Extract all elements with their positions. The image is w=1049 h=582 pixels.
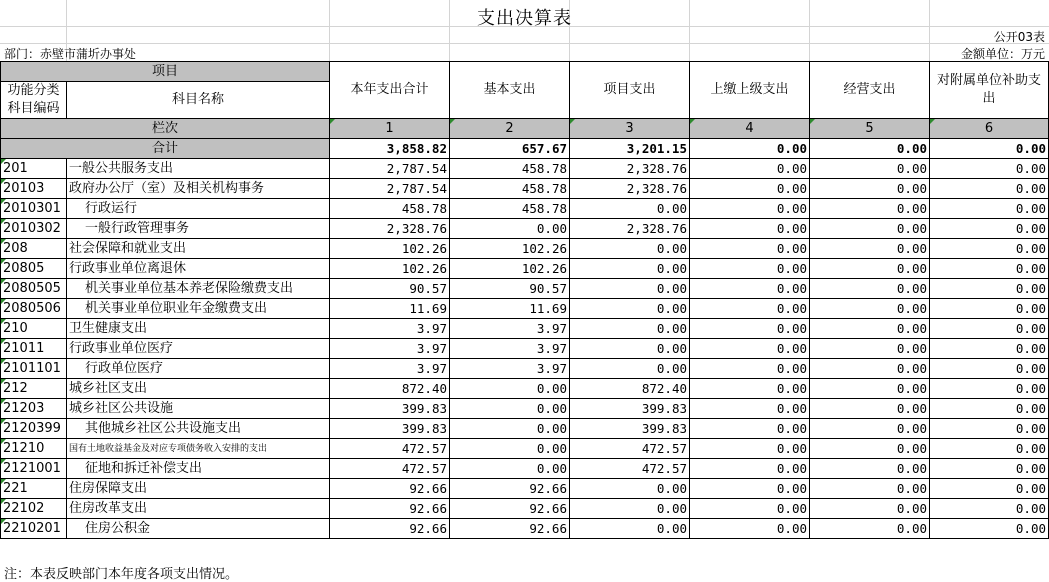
row-value: 458.78 bbox=[450, 199, 570, 219]
row-value: 2,787.54 bbox=[330, 159, 450, 179]
table-row bbox=[1, 439, 1049, 459]
table-row bbox=[1, 299, 1049, 319]
row-value: 0.00 bbox=[810, 519, 930, 539]
row-value: 3.97 bbox=[330, 319, 450, 339]
row-value: 0.00 bbox=[690, 239, 810, 259]
row-code: 2121001 bbox=[1, 459, 67, 479]
row-value: 0.00 bbox=[690, 479, 810, 499]
table-row bbox=[1, 239, 1049, 259]
row-value: 0.00 bbox=[690, 459, 810, 479]
row-value: 0.00 bbox=[810, 339, 930, 359]
row-value: 0.00 bbox=[810, 459, 930, 479]
row-value: 0.00 bbox=[810, 179, 930, 199]
row-value: 0.00 bbox=[930, 399, 1049, 419]
row-value: 0.00 bbox=[930, 279, 1049, 299]
row-value: 0.00 bbox=[930, 219, 1049, 239]
row-value: 102.26 bbox=[330, 259, 450, 279]
row-name: 行政运行 bbox=[67, 199, 330, 219]
row-value: 0.00 bbox=[690, 259, 810, 279]
total-value: 0.00 bbox=[930, 139, 1049, 159]
row-value: 92.66 bbox=[450, 499, 570, 519]
header-project: 项目支出 bbox=[570, 62, 690, 119]
row-value: 0.00 bbox=[690, 299, 810, 319]
row-name: 行政单位医疗 bbox=[67, 359, 330, 379]
header-row-top bbox=[1, 62, 1049, 82]
row-value: 0.00 bbox=[570, 279, 690, 299]
table-row bbox=[1, 459, 1049, 479]
row-value: 0.00 bbox=[570, 259, 690, 279]
total-value: 0.00 bbox=[690, 139, 810, 159]
row-name: 征地和拆迁补偿支出 bbox=[67, 459, 330, 479]
page-title: 支出决算表 bbox=[477, 8, 572, 29]
row-value: 92.66 bbox=[330, 499, 450, 519]
row-name: 政府办公厅（室）及相关机构事务 bbox=[67, 179, 330, 199]
row-value: 458.78 bbox=[330, 199, 450, 219]
row-name: 国有土地收益基金及对应专项债务收入安排的支出 bbox=[67, 439, 330, 459]
row-value: 0.00 bbox=[810, 239, 930, 259]
table-note: 注：本表反映部门本年度各项支出情况。 bbox=[4, 567, 239, 582]
row-name: 住房保障支出 bbox=[67, 479, 330, 499]
row-name: 其他城乡社区公共设施支出 bbox=[67, 419, 330, 439]
row-value: 2,328.76 bbox=[570, 159, 690, 179]
column-number: 6 bbox=[930, 119, 1049, 139]
column-number: 3 bbox=[570, 119, 690, 139]
total-value: 657.67 bbox=[450, 139, 570, 159]
row-value: 0.00 bbox=[810, 399, 930, 419]
row-value: 0.00 bbox=[450, 459, 570, 479]
table-row bbox=[1, 319, 1049, 339]
row-code: 221 bbox=[1, 479, 67, 499]
row-value: 872.40 bbox=[330, 379, 450, 399]
row-code: 2101101 bbox=[1, 359, 67, 379]
row-name: 社会保障和就业支出 bbox=[67, 239, 330, 259]
row-value: 0.00 bbox=[690, 359, 810, 379]
row-value: 0.00 bbox=[450, 379, 570, 399]
header-basic: 基本支出 bbox=[450, 62, 570, 119]
row-name: 一般公共服务支出 bbox=[67, 159, 330, 179]
row-value: 0.00 bbox=[930, 259, 1049, 279]
row-name: 行政事业单位医疗 bbox=[67, 339, 330, 359]
header-func-code: 功能分类科目编码 bbox=[1, 82, 67, 119]
row-value: 0.00 bbox=[930, 459, 1049, 479]
row-value: 399.83 bbox=[330, 399, 450, 419]
row-value: 0.00 bbox=[930, 499, 1049, 519]
row-value: 0.00 bbox=[690, 199, 810, 219]
row-code: 212 bbox=[1, 379, 67, 399]
total-value: 0.00 bbox=[810, 139, 930, 159]
row-value: 0.00 bbox=[690, 339, 810, 359]
row-value: 0.00 bbox=[690, 319, 810, 339]
row-value: 0.00 bbox=[570, 239, 690, 259]
unit-label: 金额单位：万元 bbox=[960, 47, 1045, 61]
row-value: 0.00 bbox=[450, 219, 570, 239]
header-business: 经营支出 bbox=[810, 62, 930, 119]
row-code: 20103 bbox=[1, 179, 67, 199]
header-item: 项目 bbox=[1, 62, 330, 82]
total-value: 3,201.15 bbox=[570, 139, 690, 159]
row-code: 20805 bbox=[1, 259, 67, 279]
header-upper: 上缴上级支出 bbox=[690, 62, 810, 119]
row-value: 0.00 bbox=[690, 179, 810, 199]
row-value: 92.66 bbox=[450, 479, 570, 499]
row-value: 0.00 bbox=[690, 219, 810, 239]
table-row bbox=[1, 259, 1049, 279]
row-value: 0.00 bbox=[570, 359, 690, 379]
column-number-label: 栏次 bbox=[1, 119, 330, 139]
row-value: 399.83 bbox=[570, 419, 690, 439]
row-value: 472.57 bbox=[330, 439, 450, 459]
table-row bbox=[1, 359, 1049, 379]
row-value: 90.57 bbox=[330, 279, 450, 299]
row-name: 机关事业单位职业年金缴费支出 bbox=[67, 299, 330, 319]
row-value: 3.97 bbox=[330, 339, 450, 359]
row-value: 0.00 bbox=[450, 419, 570, 439]
table-row bbox=[1, 519, 1049, 539]
row-value: 0.00 bbox=[810, 259, 930, 279]
table-row bbox=[1, 379, 1049, 399]
table-row bbox=[1, 279, 1049, 299]
row-value: 0.00 bbox=[690, 499, 810, 519]
row-value: 92.66 bbox=[450, 519, 570, 539]
row-value: 0.00 bbox=[450, 439, 570, 459]
row-value: 0.00 bbox=[570, 519, 690, 539]
row-value: 0.00 bbox=[570, 339, 690, 359]
table-row bbox=[1, 219, 1049, 239]
row-code: 2080505 bbox=[1, 279, 67, 299]
row-value: 0.00 bbox=[810, 279, 930, 299]
table-row bbox=[1, 479, 1049, 499]
row-code: 21011 bbox=[1, 339, 67, 359]
row-code: 21210 bbox=[1, 439, 67, 459]
row-value: 0.00 bbox=[570, 319, 690, 339]
row-value: 2,328.76 bbox=[570, 179, 690, 199]
row-value: 102.26 bbox=[450, 259, 570, 279]
row-name: 卫生健康支出 bbox=[67, 319, 330, 339]
row-value: 0.00 bbox=[930, 159, 1049, 179]
row-name: 城乡社区支出 bbox=[67, 379, 330, 399]
table-row bbox=[1, 179, 1049, 199]
row-value: 399.83 bbox=[330, 419, 450, 439]
header-subsidiary: 对附属单位补助支出 bbox=[930, 62, 1049, 119]
department-label: 部门：赤壁市蒲圻办事处 bbox=[4, 47, 137, 61]
row-value: 0.00 bbox=[810, 219, 930, 239]
row-value: 0.00 bbox=[930, 479, 1049, 499]
table-row bbox=[1, 419, 1049, 439]
row-code: 210 bbox=[1, 319, 67, 339]
row-code: 2080506 bbox=[1, 299, 67, 319]
column-number: 2 bbox=[450, 119, 570, 139]
row-value: 0.00 bbox=[930, 179, 1049, 199]
row-value: 0.00 bbox=[570, 479, 690, 499]
row-value: 0.00 bbox=[930, 359, 1049, 379]
form-code: 公开03表 bbox=[993, 30, 1045, 44]
row-value: 92.66 bbox=[330, 479, 450, 499]
row-value: 399.83 bbox=[570, 399, 690, 419]
row-value: 0.00 bbox=[690, 439, 810, 459]
row-value: 0.00 bbox=[930, 299, 1049, 319]
row-name: 一般行政管理事务 bbox=[67, 219, 330, 239]
row-value: 11.69 bbox=[330, 299, 450, 319]
total-value: 3,858.82 bbox=[330, 139, 450, 159]
row-value: 0.00 bbox=[930, 439, 1049, 459]
row-value: 0.00 bbox=[810, 299, 930, 319]
row-value: 3.97 bbox=[450, 359, 570, 379]
header-total: 本年支出合计 bbox=[330, 62, 450, 119]
row-value: 0.00 bbox=[810, 319, 930, 339]
row-name: 住房公积金 bbox=[67, 519, 330, 539]
row-value: 0.00 bbox=[930, 379, 1049, 399]
row-value: 0.00 bbox=[690, 419, 810, 439]
row-value: 0.00 bbox=[810, 159, 930, 179]
row-code: 208 bbox=[1, 239, 67, 259]
row-name: 住房改革支出 bbox=[67, 499, 330, 519]
row-value: 3.97 bbox=[450, 339, 570, 359]
row-value: 0.00 bbox=[570, 299, 690, 319]
row-value: 0.00 bbox=[690, 379, 810, 399]
row-code: 2010302 bbox=[1, 219, 67, 239]
row-value: 2,328.76 bbox=[330, 219, 450, 239]
row-code: 21203 bbox=[1, 399, 67, 419]
table-row bbox=[1, 159, 1049, 179]
row-name: 城乡社区公共设施 bbox=[67, 399, 330, 419]
row-value: 92.66 bbox=[330, 519, 450, 539]
column-number: 4 bbox=[690, 119, 810, 139]
expenditure-table bbox=[0, 61, 1049, 539]
row-value: 11.69 bbox=[450, 299, 570, 319]
column-number-row bbox=[1, 119, 1049, 139]
row-code: 22102 bbox=[1, 499, 67, 519]
column-number: 1 bbox=[330, 119, 450, 139]
row-name: 行政事业单位离退休 bbox=[67, 259, 330, 279]
row-value: 0.00 bbox=[450, 399, 570, 419]
row-value: 90.57 bbox=[450, 279, 570, 299]
row-code: 201 bbox=[1, 159, 67, 179]
column-number: 5 bbox=[810, 119, 930, 139]
row-value: 0.00 bbox=[810, 419, 930, 439]
row-value: 0.00 bbox=[570, 199, 690, 219]
row-value: 0.00 bbox=[930, 419, 1049, 439]
row-value: 0.00 bbox=[810, 479, 930, 499]
row-value: 458.78 bbox=[450, 159, 570, 179]
row-value: 0.00 bbox=[810, 379, 930, 399]
row-value: 0.00 bbox=[930, 239, 1049, 259]
row-code: 2010301 bbox=[1, 199, 67, 219]
row-value: 2,328.76 bbox=[570, 219, 690, 239]
row-value: 458.78 bbox=[450, 179, 570, 199]
row-value: 0.00 bbox=[690, 159, 810, 179]
table-row bbox=[1, 199, 1049, 219]
row-value: 0.00 bbox=[810, 439, 930, 459]
row-value: 0.00 bbox=[930, 199, 1049, 219]
row-value: 0.00 bbox=[810, 199, 930, 219]
total-row bbox=[1, 139, 1049, 159]
row-value: 472.57 bbox=[570, 439, 690, 459]
row-value: 872.40 bbox=[570, 379, 690, 399]
total-label: 合计 bbox=[1, 139, 330, 159]
row-value: 3.97 bbox=[450, 319, 570, 339]
header-subject-name: 科目名称 bbox=[67, 82, 330, 119]
row-value: 0.00 bbox=[690, 399, 810, 419]
row-value: 2,787.54 bbox=[330, 179, 450, 199]
row-code: 2120399 bbox=[1, 419, 67, 439]
row-code: 2210201 bbox=[1, 519, 67, 539]
row-value: 102.26 bbox=[330, 239, 450, 259]
row-value: 0.00 bbox=[810, 359, 930, 379]
row-value: 0.00 bbox=[930, 339, 1049, 359]
row-value: 0.00 bbox=[570, 499, 690, 519]
table-row bbox=[1, 339, 1049, 359]
row-value: 0.00 bbox=[690, 279, 810, 299]
row-name: 机关事业单位基本养老保险缴费支出 bbox=[67, 279, 330, 299]
row-value: 0.00 bbox=[690, 519, 810, 539]
row-value: 0.00 bbox=[930, 519, 1049, 539]
row-value: 102.26 bbox=[450, 239, 570, 259]
row-value: 0.00 bbox=[930, 319, 1049, 339]
row-value: 0.00 bbox=[810, 499, 930, 519]
row-value: 3.97 bbox=[330, 359, 450, 379]
table-row bbox=[1, 399, 1049, 419]
row-value: 472.57 bbox=[570, 459, 690, 479]
row-value: 472.57 bbox=[330, 459, 450, 479]
table-row bbox=[1, 499, 1049, 519]
